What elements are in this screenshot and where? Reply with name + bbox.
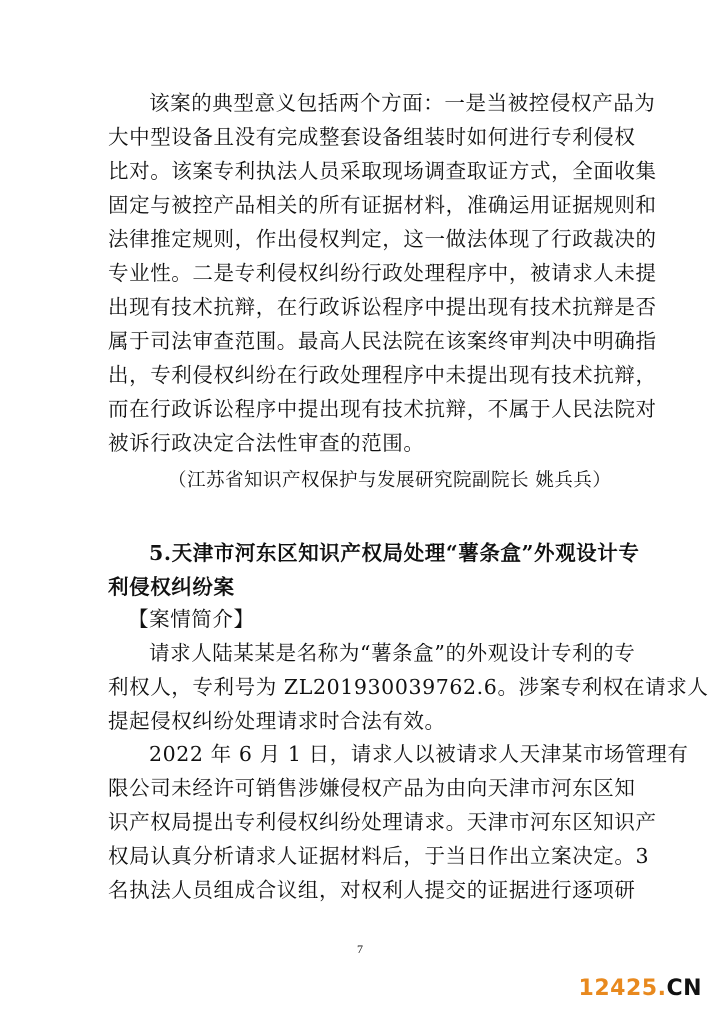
- page-number: 7: [357, 942, 363, 956]
- site-watermark-logo: [579, 976, 702, 1002]
- paragraph-line: 被诉行政决定合法性审查的范围。: [108, 431, 425, 455]
- paragraph-line: 专业性。二是专利侵权纠纷行政处理程序中，被请求人未提: [108, 261, 657, 285]
- watermark-dot: .: [657, 976, 667, 1001]
- paragraph-line: 利权人，专利号为 ZL201930039762.6。涉案专利权在请求人: [108, 675, 709, 699]
- section-label-case-summary: 【案情简介】: [128, 607, 255, 631]
- watermark-suffix: CN: [666, 976, 702, 1001]
- paragraph-line: 识产权局提出专利侵权纠纷处理请求。天津市河东区知识产: [108, 810, 657, 834]
- paragraph-line: 属于司法审查范围。最高人民法院在该案终审判决中明确指: [108, 329, 657, 353]
- heading-line: 利侵权纠纷案: [108, 575, 235, 599]
- paragraph-line: 该案的典型意义包括两个方面：一是当被控侵权产品为: [149, 91, 656, 115]
- paragraph-line: 而在行政诉讼程序中提出现有技术抗辩，不属于人民法院对: [108, 397, 657, 421]
- paragraph-line: 名执法人员组成合议组，对权利人提交的证据进行逐项研: [108, 878, 636, 902]
- paragraph-line: 2022 年 6 月 1 日，请求人以被请求人天津某市场管理有: [149, 742, 689, 766]
- paragraph-line: 大中型设备且没有完成整套设备组装时如何进行专利侵权: [108, 125, 636, 149]
- paragraph-line: 提起侵权纠纷处理请求时合法有效。: [108, 709, 446, 733]
- paragraph-line: 比对。该案专利执法人员采取现场调查取证方式，全面收集: [108, 159, 657, 183]
- paragraph-filing: [108, 737, 689, 907]
- paragraph-line: 法律推定规则，作出侵权判定，这一做法体现了行政裁决的: [108, 227, 657, 251]
- paragraph-line: 出，专利侵权纠纷在行政处理程序中未提出现有技术抗辩，: [108, 363, 657, 387]
- paragraph-line: 出现有技术抗辩，在行政诉讼程序中提出现有技术抗辩是否: [108, 295, 657, 319]
- heading-line: 5.天津市河东区知识产权局处理“薯条盒”外观设计专: [149, 541, 640, 565]
- paragraph-line: 限公司未经许可销售涉嫌侵权产品为由向天津市河东区知: [108, 776, 636, 800]
- author-attribution: （江苏省知识产权保护与发展研究院副院长 姚兵兵）: [168, 470, 612, 491]
- paragraph-line: 固定与被控产品相关的所有证据材料，准确运用证据规则和: [108, 193, 657, 217]
- watermark-number: 12425: [578, 976, 658, 1001]
- paragraph-line: 请求人陆某某是名称为“薯条盒”的外观设计专利的专: [149, 641, 636, 665]
- case-heading: [108, 536, 640, 604]
- paragraph-significance: [108, 86, 657, 460]
- paragraph-requester: [108, 636, 709, 738]
- paragraph-line: 权局认真分析请求人证据材料后，于当日作出立案决定。3: [108, 844, 650, 868]
